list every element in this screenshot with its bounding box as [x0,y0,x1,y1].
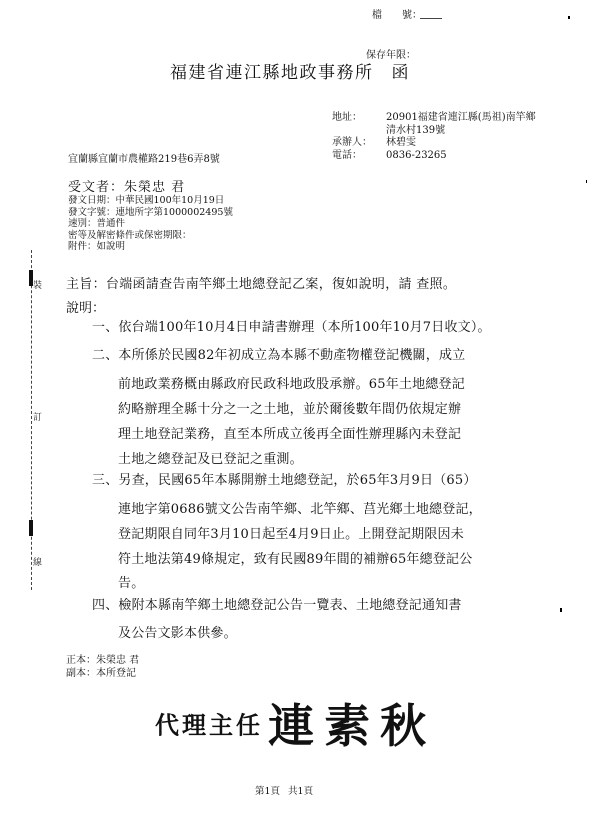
binding-line [31,250,32,590]
signer-name: 連素秋 [268,699,437,753]
phone-row [332,150,536,163]
explanation-item-2-line5: 土地之總登記及已登記之重測。 [118,452,303,467]
explanation-item-3-line2: 連地字第0686號文公告南竿鄉、北竿鄉、莒光鄉土地總登記， [118,502,482,517]
contact-row [332,137,536,150]
item-number: 一、 [92,320,119,335]
explanation-item-3 [92,471,477,492]
secrecy-level: 密等及解密條件或保密期限： [68,229,192,241]
copy-recipient: 副本：本所登記 [66,668,136,679]
page-footer [255,783,313,797]
document-meta [68,195,233,253]
subject: 主旨：台端函請查告南竿鄉土地總登記乙案，復如說明，請 查照。 [66,277,457,292]
explanation-item-2-line3: 約略辦理全縣十分之一之土地，並於爾後數年間仍依規定辦 [118,402,462,417]
issuing-org: 福建省連江縣地政事務所 [170,63,374,83]
address-line2: 清水村139號 [386,124,446,136]
address-label: 地址： [332,112,362,123]
sender-address-row2 [332,125,536,138]
issue-date: 發文日期：中華民國100年10月19日 [68,195,225,206]
explanation-item-4 [92,596,462,617]
sender-address-row [332,112,536,125]
receiver [68,176,185,195]
phone-label: 電話： [332,149,362,161]
explanation-item-4-line2: 及公告文影本供參。 [118,626,237,641]
explanation-item-2-line2: 前地政業務概由縣政府民政科地政股承辦。65年土地總登記 [118,377,465,392]
item-text: 檢附本縣南竿鄉土地總登記公告一覽表、土地總登記通知書 [118,598,462,613]
receiver-name: 朱榮忠 君 [124,180,186,195]
phone-number: 0836-23265 [386,149,447,161]
original-recipient: 正本：朱榮忠 君 [66,655,140,666]
scan-speck [560,608,562,612]
scan-speck [586,180,587,183]
item-text: 另查，民國65年本縣開辦土地總登記，於65年3月9日（65） [118,473,477,488]
explanation-item-2-line4: 理土地登記業務，直至本所成立後再全面性辦理縣內未登記 [118,427,462,442]
explanation-item-3-line4: 符土地法第49條規定，致有民國89年間的補辦65年總登記公 [118,552,473,567]
distribution-list [66,654,139,680]
page-number: 第1頁 [255,786,281,797]
binding-mark-bottom [29,520,33,536]
delivery-speed: 速別：普通件 [68,218,126,230]
contact-label: 承辦人： [332,137,372,148]
recipient-address: 宜蘭縣宜蘭市農權路219巷6弄8號 [68,154,220,165]
item-text: 本所係於民國82年初成立為本縣不動產物權登記機關，成立 [118,348,466,363]
item-number: 四、 [92,598,119,613]
binding-char-mid: 訂 [33,413,43,423]
item-text: 依台端100年10月4日申請書辦理（本所100年10月7日收文）。 [118,320,491,335]
contact-name: 林碧雯 [386,137,416,148]
total-pages: 共1頁 [288,786,314,797]
signature-block [155,690,436,756]
document-number: 發文字號：連地所字第1000002495號 [68,206,233,218]
file-no-label: 檔 號： [372,10,422,21]
document-title [170,58,410,83]
explanation-item-3-line3: 登記期限自同年3月10日起至4月9日止。上開登記期限因未 [118,527,464,542]
explanation-item-2 [92,346,465,367]
receiver-label: 受文者： [68,180,125,195]
explanation-item-3-line5: 告。 [118,576,145,591]
retention-label: 保存年限： [366,50,416,61]
explanation-item-1 [92,318,491,339]
scan-speck [568,16,570,19]
file-no-line [420,18,442,19]
attachment: 附件：如說明 [68,241,126,253]
binding-char-bottom: 線 [33,558,43,568]
sender-info [332,112,536,162]
binding-char-top: 裝 [33,281,43,291]
address-line1: 20901福建省連江縣(馬祖)南竿鄉 [386,112,536,123]
explanation-heading: 說明： [66,301,106,316]
item-number: 二、 [92,348,119,363]
item-number: 三、 [92,473,119,488]
signer-title: 代理主任 [155,710,263,740]
document-kind: 函 [391,63,410,83]
